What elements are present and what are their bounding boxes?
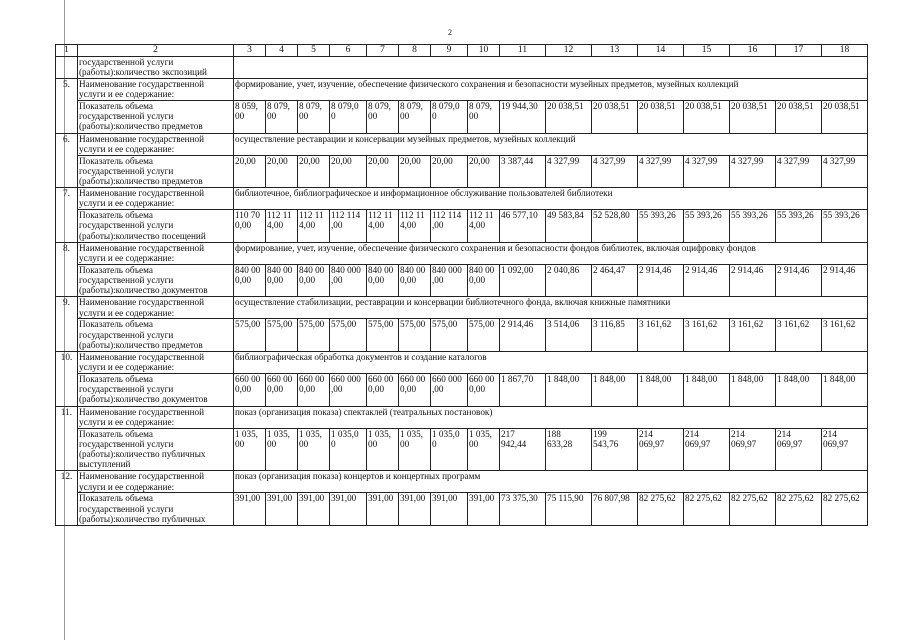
- value-cell: 8 059, 00: [234, 101, 266, 134]
- services-table: [55, 44, 868, 526]
- value-cell: 840 00 0,00: [367, 264, 399, 297]
- value-cell: 55 393,26: [638, 210, 684, 243]
- service-description: показ (организация показа) концертов и концертных программ: [234, 471, 868, 493]
- section-number: 5.: [56, 79, 78, 134]
- value-cell: 55 393,26: [822, 210, 868, 243]
- indicator-label: Показатель объема государственной услуги (работы):количество предметов: [78, 101, 234, 134]
- indicator-label: Показатель объема государственной услуги (работы):количество предметов: [78, 319, 234, 352]
- value-cell: 575,00: [468, 319, 500, 352]
- value-cell: 20,00: [234, 155, 266, 188]
- indicator-row: [56, 319, 868, 352]
- section-number: 7.: [56, 188, 78, 243]
- service-name-label: Наименование государственной услуги и ее содержание:: [78, 133, 234, 155]
- value-cell: 575,00: [367, 319, 399, 352]
- section-number: 8.: [56, 242, 78, 297]
- column-header-10: 10: [468, 45, 500, 57]
- section-number: 10.: [56, 351, 78, 406]
- indicator-label: Показатель объема государственной услуги (работы):количество посещений: [78, 210, 234, 243]
- value-cell: 55 393,26: [730, 210, 776, 243]
- value-cell: 20 038,51: [592, 101, 638, 134]
- value-cell: 660 00 0,00: [367, 373, 399, 406]
- value-cell: 20 038,51: [684, 101, 730, 134]
- service-name-row: [56, 188, 868, 210]
- value-cell: 1 035, 00: [468, 428, 500, 471]
- indicator-row: [56, 210, 868, 243]
- table-row: [56, 57, 868, 79]
- value-cell: 217 942,44: [500, 428, 546, 471]
- value-cell: 8 079, 00: [298, 101, 330, 134]
- service-name-label: Наименование государственной услуги и ее содержание:: [78, 297, 234, 319]
- value-cell: 20 038,51: [546, 101, 592, 134]
- value-cell: 1 035,0 0: [431, 428, 468, 471]
- column-header-3: 3: [234, 45, 266, 57]
- value-cell: 4 327,99: [822, 155, 868, 188]
- value-cell: 52 528,80: [592, 210, 638, 243]
- value-cell: 840 000 ,00: [431, 264, 468, 297]
- service-name-label: Наименование государственной услуги и ее содержание:: [78, 471, 234, 493]
- value-cell: 112 11 4,00: [367, 210, 399, 243]
- section-number: 6.: [56, 133, 78, 188]
- value-cell: 112 114 ,00: [330, 210, 367, 243]
- value-cell: 76 807,98: [592, 493, 638, 526]
- value-cell: 20 038,51: [776, 101, 822, 134]
- value-cell: 575,00: [431, 319, 468, 352]
- value-cell: 3 161,62: [822, 319, 868, 352]
- value-cell: 20 038,51: [822, 101, 868, 134]
- column-header-15: 15: [684, 45, 730, 57]
- column-header-5: 5: [298, 45, 330, 57]
- value-cell: 575,00: [234, 319, 266, 352]
- column-header-16: 16: [730, 45, 776, 57]
- indicator-label: государственной услуги (работы):количество экспозиций: [78, 57, 234, 79]
- service-description: показ (организация показа) спектаклей (театральных постановок): [234, 406, 868, 428]
- column-header-7: 7: [367, 45, 399, 57]
- value-cell: 1 035, 00: [266, 428, 298, 471]
- value-cell: 82 275,62: [730, 493, 776, 526]
- indicator-row: [56, 493, 868, 526]
- value-cell: 391,00: [298, 493, 330, 526]
- value-cell: 4 327,99: [776, 155, 822, 188]
- value-cell: 1 848,00: [822, 373, 868, 406]
- column-header-1: 1: [56, 45, 78, 57]
- service-name-label: Наименование государственной услуги и ее содержание:: [78, 79, 234, 101]
- value-cell: 112 11 4,00: [298, 210, 330, 243]
- column-header-4: 4: [266, 45, 298, 57]
- value-cell: 1 848,00: [730, 373, 776, 406]
- service-name-row: [56, 242, 868, 264]
- indicator-label: Показатель объема государственной услуги (работы):количество документов: [78, 264, 234, 297]
- indicator-row: [56, 428, 868, 471]
- column-header-11: 11: [500, 45, 546, 57]
- indicator-row: [56, 264, 868, 297]
- value-cell: 1 848,00: [776, 373, 822, 406]
- indicator-label: Показатель объема государственной услуги (работы):количество документов: [78, 373, 234, 406]
- value-cell: 112 11 4,00: [468, 210, 500, 243]
- value-cell: 214 069,97: [730, 428, 776, 471]
- value-cell: 3 387,44: [500, 155, 546, 188]
- value-cell: 20,00: [266, 155, 298, 188]
- service-name-row: [56, 133, 868, 155]
- value-cell: 2 914,46: [822, 264, 868, 297]
- service-description: библиотечное, библиографическое и информационное обслуживание пользователей библиотеки: [234, 188, 868, 210]
- value-cell: 3 116,85: [592, 319, 638, 352]
- service-description: формирование, учет, изучение, обеспечение физического сохранения и безопасности фондов библиотек, включая оцифровку фондов: [234, 242, 868, 264]
- header-row: [56, 45, 868, 57]
- column-header-6: 6: [330, 45, 367, 57]
- value-cell: 20 038,51: [730, 101, 776, 134]
- value-cell: 4 327,99: [730, 155, 776, 188]
- value-cell: 49 583,84: [546, 210, 592, 243]
- value-cell: 840 00 0,00: [266, 264, 298, 297]
- value-cell: 660 00 0,00: [266, 373, 298, 406]
- service-description: формирование, учет, изучение, обеспечение физического сохранения и безопасности музейных предметов, музейных коллекций: [234, 79, 868, 101]
- value-cell: 1 867,70: [500, 373, 546, 406]
- value-cell: 391,00: [266, 493, 298, 526]
- value-cell: 199 543,76: [592, 428, 638, 471]
- value-cell: 3 161,62: [776, 319, 822, 352]
- value-cell: 8 079,0 0: [330, 101, 367, 134]
- value-cell: 1 848,00: [592, 373, 638, 406]
- service-description: осуществление стабилизации, реставрации и консервации библиотечного фонда, включая книжные памятники: [234, 297, 868, 319]
- value-cell: 112 11 4,00: [266, 210, 298, 243]
- value-cell: 575,00: [266, 319, 298, 352]
- value-cell: 1 848,00: [546, 373, 592, 406]
- value-cell: 840 00 0,00: [399, 264, 431, 297]
- value-cell: 4 327,99: [684, 155, 730, 188]
- value-cell: 1 035, 00: [399, 428, 431, 471]
- value-cell: 1 035, 00: [367, 428, 399, 471]
- column-header-18: 18: [822, 45, 868, 57]
- section-number: 12.: [56, 471, 78, 526]
- value-cell: 8 079, 00: [367, 101, 399, 134]
- value-cell: 19 944,30: [500, 101, 546, 134]
- value-cell: 8 079,0 0: [431, 101, 468, 134]
- service-name-row: [56, 351, 868, 373]
- value-cell: 391,00: [431, 493, 468, 526]
- value-cell: 840 00 0,00: [234, 264, 266, 297]
- value-cell: 110 70 0,00: [234, 210, 266, 243]
- value-cell: 660 000 ,00: [431, 373, 468, 406]
- column-header-8: 8: [399, 45, 431, 57]
- column-header-12: 12: [546, 45, 592, 57]
- column-header-17: 17: [776, 45, 822, 57]
- column-header-13: 13: [592, 45, 638, 57]
- value-cell: 4 327,99: [638, 155, 684, 188]
- value-cell: 46 577,10: [500, 210, 546, 243]
- service-name-row: [56, 297, 868, 319]
- value-cell: 82 275,62: [638, 493, 684, 526]
- value-cell: 4 327,99: [592, 155, 638, 188]
- value-cell: 214 069,97: [776, 428, 822, 471]
- column-header-2: 2: [78, 45, 234, 57]
- value-cell: 2 914,46: [776, 264, 822, 297]
- value-cell: 840 000 ,00: [330, 264, 367, 297]
- value-cell: 660 00 0,00: [468, 373, 500, 406]
- value-cell: 75 115,90: [546, 493, 592, 526]
- value-cell: 188 633,28: [546, 428, 592, 471]
- value-cell: 1 092,00: [500, 264, 546, 297]
- value-cell: 3 514,06: [546, 319, 592, 352]
- value-cell: 575,00: [298, 319, 330, 352]
- value-cell: 20 038,51: [638, 101, 684, 134]
- indicator-label: Показатель объема государственной услуги (работы):количество публичных: [78, 493, 234, 526]
- value-cell: 660 000 ,00: [330, 373, 367, 406]
- service-name-row: [56, 406, 868, 428]
- value-cell: 8 079, 00: [468, 101, 500, 134]
- value-cell: 1 035, 00: [234, 428, 266, 471]
- service-name-row: [56, 471, 868, 493]
- value-cell: 20,00: [330, 155, 367, 188]
- value-cell: 55 393,26: [684, 210, 730, 243]
- value-cell: 660 00 0,00: [298, 373, 330, 406]
- value-cell: 3 161,62: [684, 319, 730, 352]
- value-cell: 82 275,62: [822, 493, 868, 526]
- value-cell: 3 161,62: [730, 319, 776, 352]
- value-cell: 575,00: [330, 319, 367, 352]
- indicator-row: [56, 101, 868, 134]
- value-cell: 82 275,62: [684, 493, 730, 526]
- service-name-label: Наименование государственной услуги и ее содержание:: [78, 242, 234, 264]
- indicator-label: Показатель объема государственной услуги (работы):количество публичных выступлений: [78, 428, 234, 471]
- value-cell: 660 00 0,00: [234, 373, 266, 406]
- value-cell: 8 079, 00: [266, 101, 298, 134]
- value-cell: 2 464,47: [592, 264, 638, 297]
- value-cell: 20,00: [468, 155, 500, 188]
- value-cell: 3 161,62: [638, 319, 684, 352]
- value-cell: 82 275,62: [776, 493, 822, 526]
- value-cell: 214 069,97: [684, 428, 730, 471]
- value-cell: 20,00: [298, 155, 330, 188]
- value-cell: 1 848,00: [638, 373, 684, 406]
- value-cell: 214 069,97: [822, 428, 868, 471]
- value-cell: 2 914,46: [500, 319, 546, 352]
- value-cell: 214 069,97: [638, 428, 684, 471]
- service-name-label: Наименование государственной услуги и ее содержание:: [78, 188, 234, 210]
- value-cell: 660 00 0,00: [399, 373, 431, 406]
- service-description: библиографическая обработка документов и создание каталогов: [234, 351, 868, 373]
- value-cell: 1 035,0 0: [330, 428, 367, 471]
- value-cell: 391,00: [399, 493, 431, 526]
- value-cell: 840 00 0,00: [298, 264, 330, 297]
- section-number: 9.: [56, 297, 78, 352]
- value-cell: 112 114 ,00: [431, 210, 468, 243]
- values-cell: [234, 57, 868, 79]
- value-cell: 2 914,46: [730, 264, 776, 297]
- value-cell: 112 11 4,00: [399, 210, 431, 243]
- value-cell: 20,00: [431, 155, 468, 188]
- page-number: 2: [448, 28, 452, 37]
- value-cell: 8 079, 00: [399, 101, 431, 134]
- value-cell: 391,00: [468, 493, 500, 526]
- value-cell: 391,00: [330, 493, 367, 526]
- indicator-row: [56, 155, 868, 188]
- indicator-row: [56, 373, 868, 406]
- value-cell: 73 375,30: [500, 493, 546, 526]
- value-cell: 575,00: [399, 319, 431, 352]
- value-cell: 391,00: [367, 493, 399, 526]
- service-name-row: [56, 79, 868, 101]
- service-name-label: Наименование государственной услуги и ее содержание:: [78, 351, 234, 373]
- value-cell: 20,00: [367, 155, 399, 188]
- value-cell: 2 914,46: [684, 264, 730, 297]
- row-number-cell: [56, 57, 78, 79]
- column-header-14: 14: [638, 45, 684, 57]
- value-cell: 1 848,00: [684, 373, 730, 406]
- value-cell: 1 035, 00: [298, 428, 330, 471]
- value-cell: 55 393,26: [776, 210, 822, 243]
- value-cell: 4 327,99: [546, 155, 592, 188]
- service-name-label: Наименование государственной услуги и ее содержание:: [78, 406, 234, 428]
- indicator-label: Показатель объема государственной услуги (работы):количество предметов: [78, 155, 234, 188]
- service-description: осуществление реставрации и консервации музейных предметов, музейных коллекций: [234, 133, 868, 155]
- value-cell: 840 00 0,00: [468, 264, 500, 297]
- column-header-9: 9: [431, 45, 468, 57]
- value-cell: 2 914,46: [638, 264, 684, 297]
- value-cell: 20,00: [399, 155, 431, 188]
- section-number: 11.: [56, 406, 78, 471]
- value-cell: 391,00: [234, 493, 266, 526]
- value-cell: 2 040,86: [546, 264, 592, 297]
